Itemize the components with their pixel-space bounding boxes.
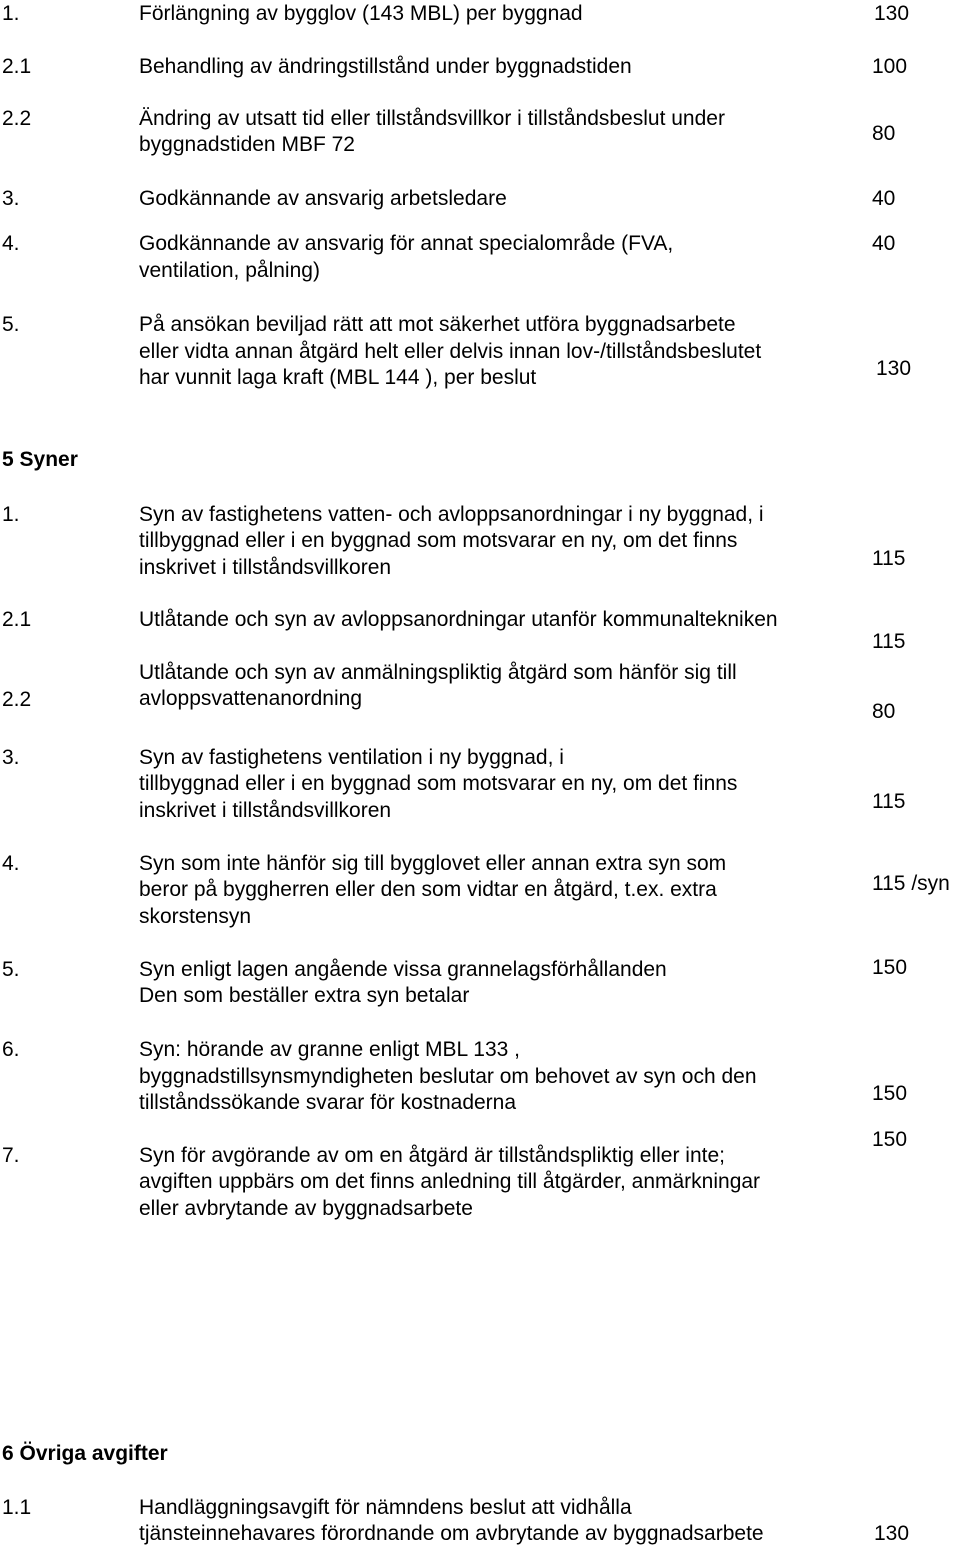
item-text-line: inskrivet i tillståndsvillkoren: [139, 799, 392, 822]
fee-amount: 100: [872, 55, 908, 78]
item-text-line: Syn: hörande av granne enligt MBL 133 ,: [139, 1038, 520, 1061]
item-text-line: Syn som inte hänför sig till bygglovet eller annan extra syn som: [139, 852, 727, 875]
item-number: 1.: [2, 2, 20, 25]
item-text-line: Utlåtande och syn av anmälningspliktig åtgärd som hänför sig till: [139, 661, 737, 684]
fee-amount: 80: [872, 122, 896, 145]
item-number: 5.: [2, 313, 20, 336]
item-text-line: beror på byggherren eller den som vidtar en åtgärd, t.ex. extra: [139, 878, 717, 901]
fee-amount: 150: [872, 1128, 908, 1151]
item-text-line: Syn enligt lagen angående vissa grannelagsförhållanden: [139, 958, 667, 981]
item-text-line: Syn av fastighetens ventilation i ny byggnad, i: [139, 746, 564, 769]
item-text: Behandling av ändringstillstånd under byggnadstiden: [139, 55, 632, 78]
fee-amount: 150: [872, 1082, 908, 1105]
fee-amount: 80: [872, 700, 896, 723]
item-number: 3.: [2, 746, 20, 769]
fee-amount: 130: [876, 357, 912, 380]
fee-amount: 115: [872, 630, 906, 653]
item-text-line: inskrivet i tillståndsvillkoren: [139, 556, 392, 579]
item-number: 2.1: [2, 55, 32, 78]
item-text-line: avloppsvattenanordning: [139, 687, 363, 710]
item-text-line: tillbyggnad eller i en byggnad som motsvarar en ny, om det finns: [139, 772, 738, 795]
fee-amount: 115: [872, 790, 906, 813]
item-number: 3.: [2, 187, 20, 210]
item-number: 5.: [2, 958, 20, 981]
fee-amount: 115 /syn: [872, 872, 950, 895]
item-text-line: tillbyggnad eller i en byggnad som motsvarar en ny, om det finns: [139, 529, 738, 552]
item-number: 1.1: [2, 1496, 32, 1519]
item-text-line: Handläggningsavgift för nämndens beslut att vidhålla: [139, 1496, 632, 1519]
item-text-line: På ansökan beviljad rätt att mot säkerhet utföra byggnadsarbete: [139, 313, 736, 336]
item-text-line: tjänsteinnehavares förordnande om avbrytande av byggnadsarbete: [139, 1522, 764, 1545]
item-text-line: byggnadstiden MBF 72: [139, 133, 355, 156]
item-text: Förlängning av bygglov (143 MBL) per byggnad: [139, 2, 583, 25]
section-heading: 6 Övriga avgifter: [2, 1442, 168, 1465]
fee-amount: 115: [872, 547, 906, 570]
item-number: 7.: [2, 1144, 20, 1167]
item-text-line: skorstensyn: [139, 905, 252, 928]
item-text-line: tillståndssökande svarar för kostnaderna: [139, 1091, 517, 1114]
item-text-line: Ändring av utsatt tid eller tillståndsvillkor i tillståndsbeslut under: [139, 107, 725, 130]
fee-amount: 40: [872, 232, 896, 255]
item-text-line: Godkännande av ansvarig för annat specialområde (FVA,: [139, 232, 674, 255]
item-text-line: avgiften uppbärs om det finns anledning till åtgärder, anmärkningar: [139, 1170, 761, 1193]
item-text: Utlåtande och syn av avloppsanordningar utanför kommunaltekniken: [139, 608, 778, 631]
fee-amount: 130: [874, 2, 910, 25]
item-number: 1.: [2, 503, 20, 526]
item-text-line: ventilation, pålning): [139, 259, 320, 282]
item-text-line: eller vidta annan åtgärd helt eller delvis innan lov-/tillståndsbeslutet: [139, 340, 762, 363]
item-number: 2.2: [2, 688, 32, 711]
fee-amount: 40: [872, 187, 896, 210]
fee-amount: 130: [874, 1522, 910, 1545]
item-number: 4.: [2, 852, 20, 875]
item-number: 2.1: [2, 608, 32, 631]
item-text-line: Den som beställer extra syn betalar: [139, 984, 470, 1007]
item-text: Godkännande av ansvarig arbetsledare: [139, 187, 507, 210]
item-text-line: Syn av fastighetens vatten- och avloppsanordningar i ny byggnad, i: [139, 503, 764, 526]
item-text-line: byggnadstillsynsmyndigheten beslutar om behovet av syn och den: [139, 1065, 757, 1088]
fee-amount: 150: [872, 956, 908, 979]
item-text-line: eller avbrytande av byggnadsarbete: [139, 1197, 473, 1220]
item-text-line: har vunnit laga kraft (MBL 144 ), per beslut: [139, 366, 537, 389]
item-number: 6.: [2, 1038, 20, 1061]
section-heading: 5 Syner: [2, 448, 78, 471]
item-text-line: Syn för avgörande av om en åtgärd är tillståndspliktig eller inte;: [139, 1144, 725, 1167]
item-number: 2.2: [2, 107, 32, 130]
item-number: 4.: [2, 232, 20, 255]
